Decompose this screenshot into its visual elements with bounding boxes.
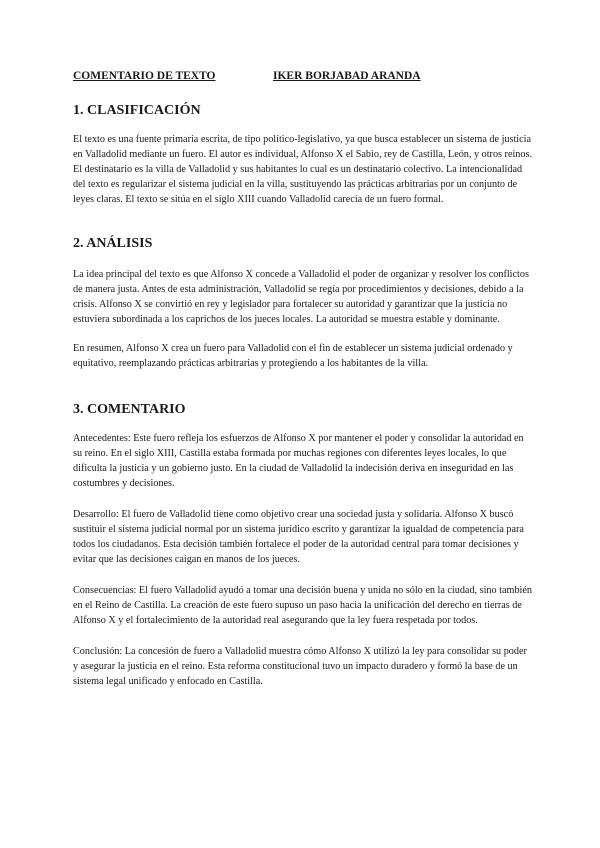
section-heading-clasificacion: 1. CLASIFICACIÓN	[73, 103, 201, 118]
author-name: IKER BORJABAD ARANDA	[273, 70, 421, 82]
analisis-paragraph-1: La idea principal del texto es que Alfonso X concede a Valladolid el poder de organizar y resolver los conflictos de manera justa. Antes de esta administración, Valladolid se regía por procedimientos y decisiones, debido a la crisis. Alfonso X se convirtió en rey y legislador para fortalecer su autoridad y garantizar que la justicia no estuviera subordinada a los caprichos de los jueces locales. La autoridad se muestra estable y dominante.	[73, 269, 529, 325]
clasificacion-paragraph: El texto es una fuente primaria escrita, de tipo político-legislativo, ya que busca establecer un sistema de justicia en Valladolid mediante un fuero. El autor es individual, Alfonso X el Sabio, rey de Castilla, León, y otros reinos. El destinatario es la villa de Valladolid y sus habitantes lo cual es un destinatario colectivo. La intencionalidad del texto es regularizar el sistema judicial en la villa, sustituyendo las prácticas arbitrarias por un conjunto de leyes claras. El texto se sitúa en el siglo XIII cuando Valladolid carecía de un fuero formal.	[73, 134, 533, 205]
comentario-antecedentes: Antecedentes: Este fuero refleja los esfuerzos de Alfonso X por mantener el poder y consolidar la autoridad en su reino. En el siglo XIII, Castilla estaba formada por muchas regiones con diferentes leyes locales, lo que dificulta la justicia y un gobierno justo. En la ciudad de Valladolid la indecisión deriva en inseguridad en las costumbres y decisiones.	[73, 433, 524, 489]
comentario-conclusion: Conclusión: La concesión de fuero a Valladolid muestra cómo Alfonso X utilizó la ley para consolidar su poder y asegurar la justicia en el reino. Esta reforma constitucional tuvo un impacto duradero y formó la base de un sistema legal unificado y enfocado en Castilla.	[73, 646, 527, 687]
document-header	[73, 70, 533, 86]
section-heading-analisis: 2. ANÁLISIS	[73, 236, 153, 251]
document-page	[73, 70, 533, 689]
comentario-desarrollo: Desarrollo: El fuero de Valladolid tiene como objetivo crear una sociedad justa y solidaria. Alfonso X buscó sustituir el sistema judicial normal por un sistema jurídico escrito y garantizar la igualdad de competencia para todos los ciudadanos. Esta decisión también fortalece el poder de la autoridad central para tomar decisiones y evitar que las decisiones caigan en manos de los jueces.	[73, 509, 524, 565]
analisis-paragraph-2: En resumen, Alfonso X crea un fuero para Valladolid con el fin de establecer un sistema judicial ordenado y equitativo, reemplazando prácticas arbitrarias y protegiendo a los habitantes de la villa.	[73, 343, 513, 369]
document-title: COMENTARIO DE TEXTO	[73, 70, 216, 82]
section-heading-comentario: 3. COMENTARIO	[73, 402, 186, 417]
comentario-consecuencias: Consecuencias: El fuero Valladolid ayudó a tomar una decisión buena y unida no sólo en la ciudad, sino también en el Reino de Castilla. La creación de este fuero supuso un paso hacia la unificación del derecho en tierras de Alfonso X y el fortalecimiento de la autoridad real asegurando que la ley fuera respetada por todos.	[73, 585, 532, 626]
